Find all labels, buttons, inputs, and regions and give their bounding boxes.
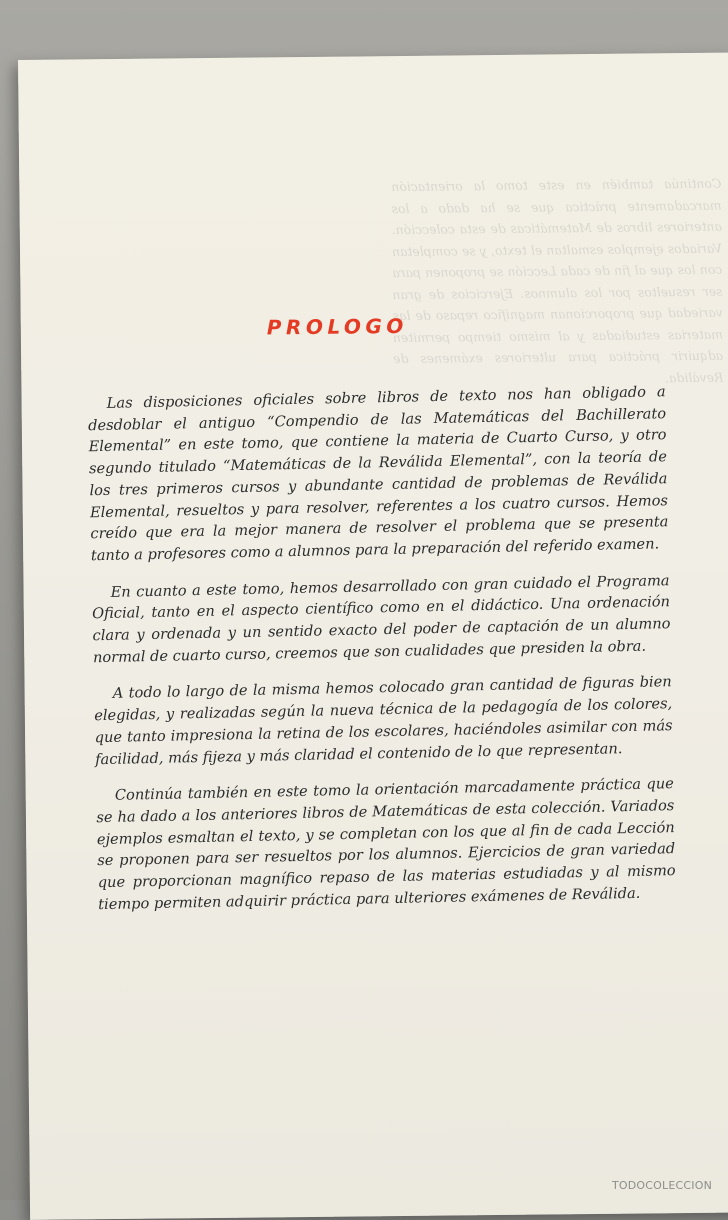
bleed-through-paragraph: Continúa también en este tomo la orientación marcadamente práctica que se ha dado a los anteriores libros de Matemáticas de esta colección. Variados ejemplos esmaltan el texto, y se completan con los que al fin de cada Lección se proponen para ser resueltos por los alumnos. Ejercicios de gran variedad que proporcionan magnífico repaso de las materias estudiadas y al mismo tiempo permiten adquirir práctica para ulteriores exámenes de Reválida. [391,175,724,385]
paragraph-4: Continúa también en este tomo la orientación marcadamente práctica que se ha dado a los anteriores libros de Matemáticas de esta colección. Variados ejemplos esmaltan el texto, y se completan con los que al fin de cada Lección se proponen para ser resueltos por los alumnos. Ejercicios de gran variedad que proporcionan magnífico repaso de las materias estudiadas y al mismo tiempo permiten adquirir práctica para ulteriores exámenes de Reválida. [96,775,676,913]
paragraph-1: Las disposiciones oficiales sobre libros de texto nos han obligado a desdoblar el antiguo “Compendio de las Matemáticas del Bachillerato Elemental” en este tomo, que contiene la materia de Cuarto Curso, y otro segundo titulado “Matemáticas de la Reválida Elemental”, con la teoría de los tres primeros cursos y abundante cantidad de problemas de Reválida Elemental, resueltos y para resolver, referentes a los cuatro cursos. Hemos creído que era la mejor manera de resolver el problema que se presenta tanto a profesores como a alumnos para la preparación del referido examen. [87,383,669,565]
page-title: PROLOGO [266,313,408,340]
paragraph-2: En cuanto a este tomo, hemos desarrollado con gran cuidado el Programa Oficial, tanto en el aspecto científico como en el didáctico. Una ordenación clara y ordenada y un sentido exacto del poder de captación de un alumno normal de cuarto curso, creemos que son cualidades que presiden la obra. [91,571,671,666]
bleed-through-text [391,173,723,391]
watermark: TODOCOLECCION [611,1179,712,1192]
book-page [18,52,728,1219]
paragraph-3: A todo lo largo de la misma hemos colocado gran cantidad de figuras bien elegidas, y realizadas según la nueva técnica de la pedagogía de los colores, que tanto impresiona la retina de los escolares, haciéndoles asimilar con más facilidad, más fijeza y más claridad el contenido de lo que representan. [94,673,673,768]
prologue-body [87,381,676,930]
